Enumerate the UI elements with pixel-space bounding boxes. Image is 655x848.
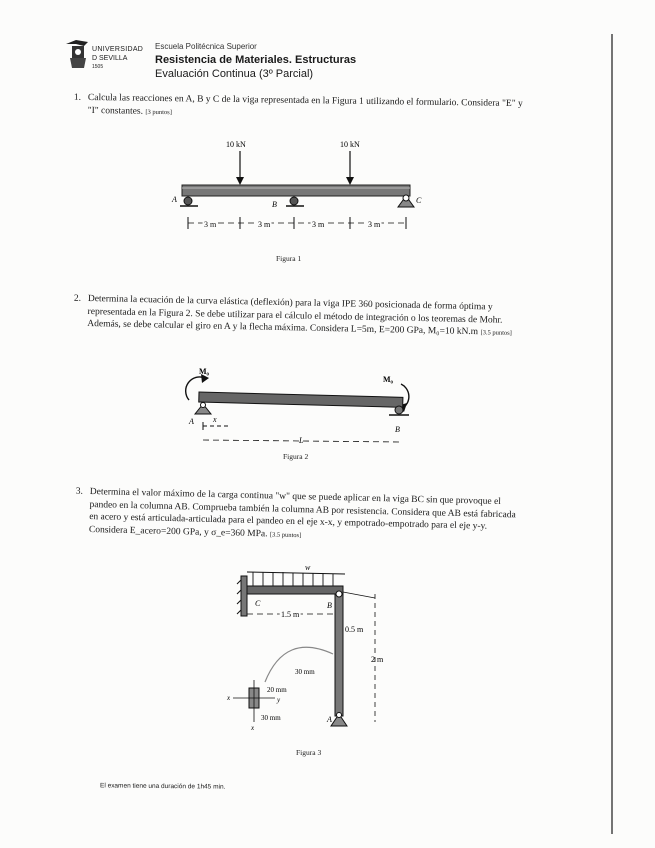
fig3-label-c: C: [255, 599, 261, 608]
figure-1-caption: Figura 1: [276, 254, 302, 263]
evaluation-title: Evaluación Continua (3º Parcial): [155, 68, 314, 80]
question-text: Determina la ecuación de la curva elástica (deflexión) para la viga IPE 360 posicionada de forma óptima y representada en la Figura 2. Se debe utilizar para el cálculo el método de integración o los teoremas de Mohr. Además, se debe calcular el giro en A y la flecha máxima. Considera L=5m, E=200 GPa, M₀=10 kN.m: [87, 293, 503, 338]
fig2-moment-left-label: M₀: [199, 367, 209, 376]
fig2-label-l: L: [299, 436, 304, 445]
fig3-dim-offset: 0.5 m: [345, 625, 364, 634]
fig3-beam-bc: [247, 586, 343, 594]
fig1-dim-2: 3 m: [258, 220, 271, 229]
figure-2-beam-diagram: [175, 360, 425, 460]
fig3-load-line: [247, 572, 345, 574]
question-number: 3.: [75, 486, 84, 497]
fig3-pin-b-icon: [336, 591, 342, 597]
question-2: [73, 293, 520, 341]
fig3-dim-height: 2 m: [371, 655, 384, 664]
question-text: Determina el valor máximo de la carga continua "w" que se puede aplicar en la viga BC sin que provoque el pandeo en la columna AB. Comprueba también la columna AB por resistencia. Considera que AB está fabricada en acero y está articulada-articulada para el pandeo en el eje x-x, y empotrado-empotrado para el eje y-y. Considera E_acero=200 GPa, y σ_e=360 MPa.: [88, 486, 516, 539]
fig3-distributed-load-arrows-icon: [253, 572, 333, 586]
fig2-beam: [199, 392, 403, 407]
question-points: [3.5 puntos]: [269, 530, 302, 539]
paper-edge-shadow: [611, 34, 613, 834]
question-text: Calcula las reacciones en A, B y C de la viga representada en la Figura 1 utilizando el formulario. Considera "E" y "I" constantes.: [87, 92, 523, 117]
fig3-section-width: 30 mm: [295, 668, 315, 676]
fig1-label-c: C: [416, 196, 422, 205]
question-points: [3.5 puntos]: [480, 329, 512, 337]
fig2-label-b: B: [395, 425, 400, 434]
fig3-column-ab: [335, 594, 343, 716]
fig1-roller-b-icon: [290, 197, 298, 205]
fig2-moment-right-label: M₀: [383, 375, 393, 384]
fig3-axis-x-left: x: [227, 694, 231, 702]
exam-duration-note: El examen tiene una duración de 1h45 min.: [99, 782, 226, 791]
fig1-load-left-label: 10 kN: [226, 140, 246, 149]
fig3-load-label: w: [305, 563, 311, 572]
university-crest-icon: [62, 38, 92, 72]
figure-3-frame-diagram: [225, 562, 415, 742]
fig1-arrowhead-right-icon: [346, 177, 354, 185]
fig3-section-callout: [265, 647, 333, 682]
fig3-axis-y: y: [277, 696, 281, 704]
question-1: [73, 92, 528, 124]
fig2-roller-b-icon: [395, 406, 403, 414]
university-logo: [62, 38, 144, 74]
question-points: [3 puntos]: [145, 108, 172, 116]
logo-text-line1: UNIVERSIDAD: [92, 46, 144, 53]
fig1-dim-3: 3 m: [312, 220, 325, 229]
question-number: 1.: [73, 92, 82, 103]
figure-3-caption: Figura 3: [296, 748, 322, 757]
fig3-dim-bc: 1.5 m: [281, 610, 300, 619]
logo-text-line3: 1505: [92, 64, 104, 70]
fig2-label-x: x: [213, 415, 217, 424]
fig3-label-b: B: [327, 601, 332, 610]
course-title: Resistencia de Materiales. Estructuras: [155, 54, 357, 66]
fig1-label-a: A: [172, 195, 177, 204]
fig1-dim-1: 3 m: [204, 220, 217, 229]
fig2-label-a: A: [189, 417, 194, 426]
figure-2-caption: Figura 2: [283, 452, 309, 461]
school-name: Escuela Politécnica Superior: [155, 42, 257, 51]
fig1-beam: [182, 185, 410, 196]
question-number: 2.: [73, 293, 82, 304]
fig3-section-flange: 20 mm: [267, 686, 287, 694]
fig1-arrowhead-left-icon: [236, 177, 244, 185]
fig3-wall-support: [241, 576, 247, 616]
fig3-axis-x-bottom: x: [251, 724, 255, 732]
fig3-section-depth: 30 mm: [261, 714, 281, 722]
question-3: [75, 486, 525, 548]
figure-1-beam-diagram: [160, 135, 440, 265]
logo-text-line2: D SEVILLA: [92, 55, 128, 62]
fig3-label-a: A: [327, 715, 332, 724]
fig1-load-right-label: 10 kN: [340, 140, 360, 149]
fig1-label-b: B: [272, 200, 277, 209]
fig1-roller-a-icon: [184, 197, 192, 205]
fig1-dim-4: 3 m: [368, 220, 381, 229]
